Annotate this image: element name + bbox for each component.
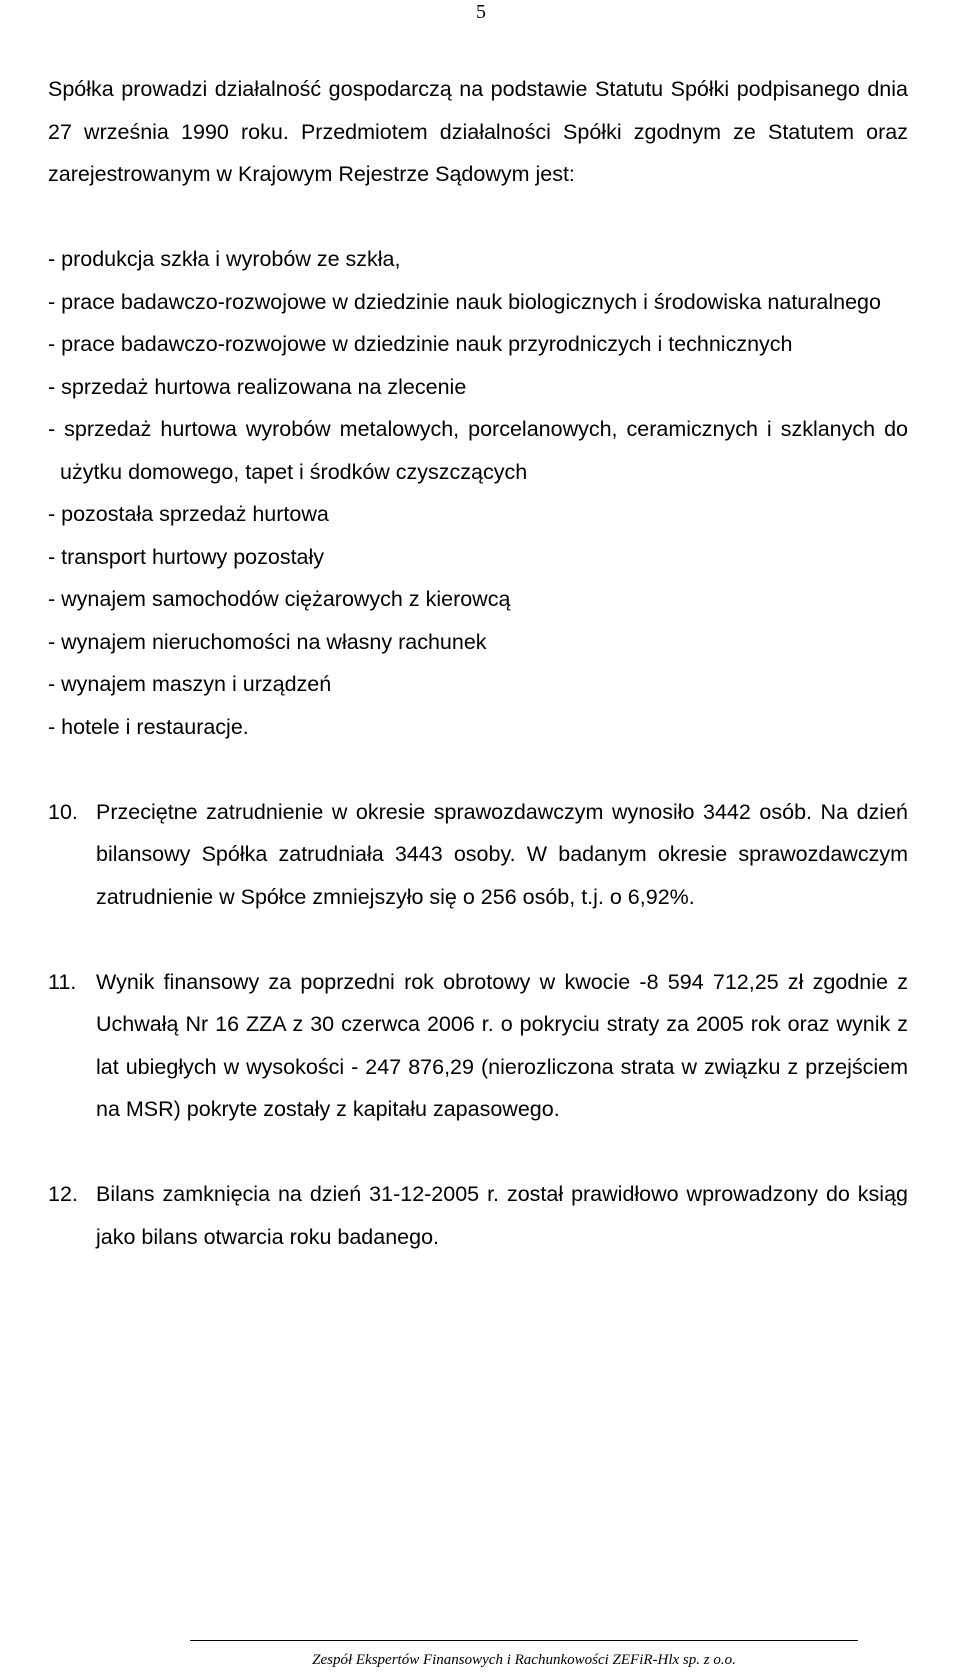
page-footer: Zespół Ekspertów Finansowych i Rachunkowości ZEFiR-Hlx sp. z o.o.: [312, 1652, 736, 1668]
numbered-sections: [48, 791, 908, 1259]
section-text: Bilans zamknięcia na dzień 31-12-2005 r. został prawidłowo wprowadzony do ksiąg jako bilans otwarcia roku badanego.: [96, 1182, 908, 1249]
list-item: - wynajem maszyn i urządzeń: [48, 672, 332, 696]
list-item: - wynajem nieruchomości na własny rachunek: [48, 629, 487, 654]
list-item: - sprzedaż hurtowa realizowana na zlecenie: [48, 374, 467, 399]
list-item: - prace badawczo-rozwojowe w dziedzinie nauk przyrodniczych i technicznych: [48, 332, 793, 356]
document-body: [48, 68, 908, 1301]
section-number: 12.: [48, 1182, 78, 1206]
page-number: 5: [476, 1, 486, 23]
section-text: Przeciętne zatrudnienie w okresie sprawozdawczym wynosiło 3442 osób. Na dzień bilansowy Spółka zatrudniała 3443 osoby. W badanym okresie sprawozdawczym zatrudnienie w Spółce zmniejszyło się o 256 osób, t.j. o 6,92%.: [96, 799, 908, 909]
activity-list: [48, 238, 908, 748]
list-item: - sprzedaż hurtowa wyrobów metalowych, porcelanowych, ceramicznych i szklanych do użytku domowego, tapet i środków czyszczących: [48, 417, 908, 484]
list-item: - transport hurtowy pozostały: [48, 544, 325, 569]
section-text: Wynik finansowy za poprzedni rok obrotowy w kwocie -8 594 712,25 zł zgodnie z Uchwałą Nr 16 ZZA z 30 czerwca 2006 r. o pokryciu straty za 2005 rok oraz wynik z lat ubiegłych w wysokości - 247 876,29 (nierozliczona strata w związku z przejściem na MSR) pokryte zostały z kapitału zapasowego.: [96, 969, 908, 1121]
section-11: [48, 961, 908, 1131]
intro-paragraph: Spółka prowadzi działalność gospodarczą na podstawie Statutu Spółki podpisanego dnia 27 września 1990 roku. Przedmiotem działalności Spółki zgodnym ze Statutem oraz zarejestrowanym w Krajowym Rejestrze Sądowym jest:: [48, 77, 908, 186]
section-number: 10.: [48, 799, 78, 824]
list-item: - hotele i restauracje.: [48, 714, 249, 739]
section-12: [48, 1173, 908, 1258]
section-10: [48, 791, 908, 919]
list-item: - prace badawczo-rozwojowe w dziedzinie nauk biologicznych i środowiska naturalnego: [48, 289, 881, 314]
list-item: - wynajem samochodów ciężarowych z kierowcą: [48, 587, 511, 611]
list-item: - produkcja szkła i wyrobów ze szkła,: [48, 247, 401, 271]
section-number: 11.: [48, 969, 77, 994]
list-item: - pozostała sprzedaż hurtowa: [48, 502, 329, 526]
footer-divider: [190, 1640, 858, 1641]
